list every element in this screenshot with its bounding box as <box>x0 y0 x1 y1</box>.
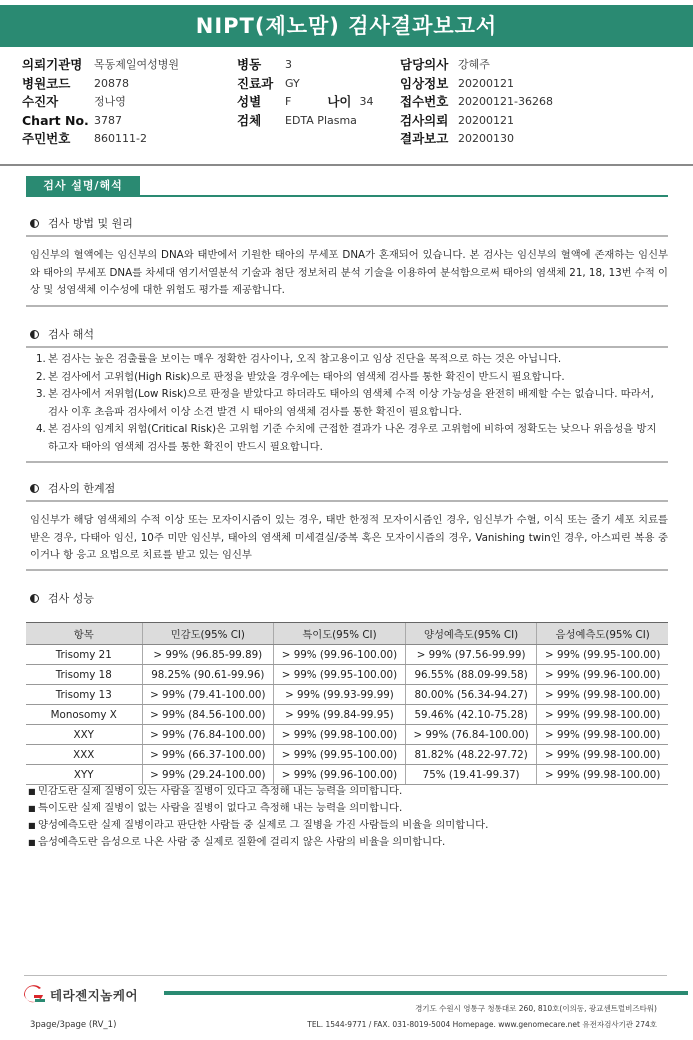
performance-heading-text: 검사 성능 <box>48 592 95 605</box>
note-item <box>28 783 488 800</box>
info-label: 담당의사 <box>400 57 449 72</box>
table-cell: XYY <box>26 765 142 785</box>
interpretation-heading <box>30 326 94 342</box>
info-value: 20200121 <box>458 113 514 127</box>
table-cell: 81.82% (48.22-97.72) <box>405 745 537 765</box>
info-label: 의뢰기관명 <box>22 57 83 72</box>
report-title: NIPT(제노맘) 검사결과보고서 <box>0 5 693 47</box>
info-row <box>22 93 179 112</box>
column-header: 양성예측도(95% CI) <box>405 623 537 645</box>
performance-heading <box>30 590 94 606</box>
item-number: 2. <box>36 370 46 383</box>
performance-notes <box>28 783 488 851</box>
table-cell: > 99% (99.95-100.00) <box>537 645 668 665</box>
table-cell: > 99% (99.98-100.00) <box>537 765 668 785</box>
info-row <box>400 130 553 149</box>
table-cell: 98.25% (90.61-99.96) <box>142 665 274 685</box>
table-cell: > 99% (99.98-100.00) <box>274 725 406 745</box>
info-value: 강혜주 <box>458 58 490 71</box>
table-cell: Trisomy 13 <box>26 685 142 705</box>
list-item <box>36 421 666 456</box>
bullet: ■ <box>28 838 36 847</box>
table-cell: Trisomy 21 <box>26 645 142 665</box>
table-cell: > 99% (99.98-100.00) <box>537 725 668 745</box>
info-value: F <box>285 95 292 108</box>
info-label: 병동 <box>237 57 262 72</box>
table-cell: > 99% (76.84-100.00) <box>142 725 274 745</box>
patient-info-column-2 <box>237 56 373 130</box>
list-item <box>36 351 666 369</box>
info-value: 20200130 <box>458 132 514 145</box>
info-label: 주민번호 <box>22 131 71 146</box>
section-tab-underline <box>26 195 668 197</box>
info-row <box>400 112 553 131</box>
info-label: 검사의뢰 <box>400 112 449 128</box>
table-body <box>26 645 668 785</box>
method-heading <box>30 215 133 231</box>
item-text: 본 검사는 높은 검출률을 보이는 매우 정확한 검사이나, 오직 참고용이고 임상 진단을 목적으로 하는 것은 아닙니다. <box>48 353 562 365</box>
item-text: 본 검사의 임계치 위험(Critical Risk)은 고위험 기준 수치에 근접한 결과가 나온 경우로 고위험에 비하여 정확도는 낮으나 위음성을 방지하고자 태아의 염색체 검사를 통한 확진이 반드시 필요합니다. <box>48 423 657 453</box>
footer-accent-bar <box>164 991 688 995</box>
note-text: 특이도란 실제 질병이 없는 사람을 질병이 없다고 측정해 내는 능력을 의미합니다. <box>38 802 403 814</box>
info-row <box>22 112 179 131</box>
table-cell: > 99% (29.24-100.00) <box>142 765 274 785</box>
table-cell: XXX <box>26 745 142 765</box>
table-row <box>26 685 668 705</box>
method-text: 임신부의 혈액에는 임신부의 DNA와 태반에서 기원한 태아의 무세포 DNA가 혼재되어 있습니다. 본 검사는 임신부의 혈액에 존재하는 임신부와 태아의 무세포 DNA를 차세대 염기서열분석 기술과 첨단 정보처리 분석 기술을 이용하여 분석함으로써 태아의 염색체 21, 18, 13번 수적 이상 및 성염색체 이수성에 대한 위험도 평가를 제공합니다. <box>30 249 669 296</box>
interpretation-list <box>36 351 666 456</box>
age-value: 34 <box>359 95 374 108</box>
column-header: 민감도(95% CI) <box>142 623 274 645</box>
info-value: 860111-2 <box>94 132 147 145</box>
table-cell: > 99% (99.96-100.00) <box>274 645 406 665</box>
table-cell: > 99% (99.96-100.00) <box>537 665 668 685</box>
info-row <box>400 75 553 94</box>
header-divider <box>0 164 693 166</box>
table-row <box>26 725 668 745</box>
page-number: 3page/3page (RV_1) <box>30 1020 117 1030</box>
half-circle-icon <box>30 484 39 493</box>
item-number: 3. <box>36 388 46 400</box>
limitations-heading <box>30 480 115 496</box>
half-circle-icon <box>30 330 39 339</box>
table-cell: > 99% (99.93-99.99) <box>274 685 406 705</box>
table-cell: 96.55% (88.09-99.58) <box>405 665 537 685</box>
company-address: 경기도 수원시 영통구 청통대로 260, 810호(이의동, 광교센트럴비즈타워) <box>415 1004 657 1013</box>
info-value: 20200121-36268 <box>458 95 553 108</box>
company-logo <box>22 985 138 1005</box>
info-value: 목동제일여성병원 <box>94 58 180 71</box>
info-value: 3 <box>285 58 292 71</box>
table-cell: > 99% (79.41-100.00) <box>142 685 274 705</box>
table-cell: > 99% (76.84-100.00) <box>405 725 537 745</box>
info-row <box>22 75 179 94</box>
limitations-heading-text: 검사의 한계점 <box>48 482 116 495</box>
item-text: 본 검사에서 저위험(Low Risk)으로 판정을 받았다고 하더라도 태아의 염색체 수적 이상 가능성을 완전히 배제할 수는 없습니다. 따라서, 검사 이후 초음파 검사에서 이상 소견 발견 시 태아의 염색체 검사를 통한 확진이 필요합니다. <box>48 388 654 418</box>
column-header: 항목 <box>26 623 142 645</box>
table-row <box>26 665 668 685</box>
table-cell: > 99% (99.96-100.00) <box>274 765 406 785</box>
info-row <box>237 75 373 94</box>
table-cell: > 99% (99.98-100.00) <box>537 685 668 705</box>
info-label: 결과보고 <box>400 131 449 146</box>
info-value: EDTA Plasma <box>285 113 357 127</box>
table-cell: Monosomy X <box>26 705 142 725</box>
limitations-text: 임신부가 해당 염색체의 수적 이상 또는 모자이시즘이 있는 경우, 태반 한정적 모자이시즘인 경우, 임신부가 수혈, 이식 또는 줄기 세포 치료를 받은 경우, 다태아 임신, 10주 미만 임신부, 태아의 염색체 미세결실/중복 혹은 모자이시즘의 경우, Vanishing twin인 경우, 아스피린 복용 중이거나 항 응고 요법으로 치료를 받고 있는 임신부 <box>30 514 668 561</box>
column-header: 음성예측도(95% CI) <box>537 623 668 645</box>
note-text: 민감도란 실제 질병이 있는 사람을 질병이 있다고 측정해 내는 능력을 의미합니다. <box>38 785 403 797</box>
table-header-row <box>26 623 668 645</box>
table-row <box>26 765 668 785</box>
info-value: 정나영 <box>94 95 126 108</box>
item-number: 1. <box>36 353 46 365</box>
company-name: 테라젠지놈케어 <box>50 988 139 1003</box>
info-row <box>22 56 179 75</box>
info-label: 성별 <box>237 94 262 109</box>
note-item <box>28 834 488 851</box>
info-label: 임상정보 <box>400 75 449 91</box>
info-label: 수진자 <box>22 94 59 109</box>
table-cell: XXY <box>26 725 142 745</box>
note-item <box>28 800 488 817</box>
info-value: 20200121 <box>458 76 514 90</box>
note-text: 음성예측도란 음성으로 나온 사람 중 실제로 질환에 걸리지 않은 사람의 비율을 의미합니다. <box>38 836 446 848</box>
table-cell: > 99% (99.95-100.00) <box>274 665 406 685</box>
table-cell: > 99% (96.85-99.89) <box>142 645 274 665</box>
table-row <box>26 705 668 725</box>
divider <box>26 461 668 463</box>
patient-info-column-1 <box>22 56 179 149</box>
bullet: ■ <box>28 804 36 813</box>
table-cell: > 99% (99.95-100.00) <box>274 745 406 765</box>
bullet: ■ <box>28 821 36 830</box>
table-cell: > 99% (99.84-99.95) <box>274 705 406 725</box>
table-row <box>26 645 668 665</box>
item-number: 4. <box>36 423 46 435</box>
section-tab-explanation: 검사 설명/해석 <box>26 176 140 196</box>
note-text: 양성예측도란 실제 질병이라고 판단한 사람들 중 실제로 그 질병을 가진 사람들의 비율을 의미합니다. <box>38 819 489 831</box>
footer-divider <box>24 975 667 976</box>
list-item <box>36 369 666 387</box>
divider <box>26 569 668 571</box>
half-circle-icon <box>30 594 39 603</box>
info-row <box>237 93 373 112</box>
column-header: 특이도(95% CI) <box>274 623 406 645</box>
table-row <box>26 745 668 765</box>
divider <box>26 235 668 237</box>
info-row <box>237 56 373 75</box>
list-item <box>36 386 666 421</box>
info-label: 접수번호 <box>400 94 449 109</box>
info-label: Chart No. <box>22 112 89 128</box>
info-row <box>400 56 553 75</box>
info-label: 진료과 <box>237 75 274 91</box>
info-row <box>400 93 553 112</box>
table-cell: 59.46% (42.10-75.28) <box>405 705 537 725</box>
method-heading-text: 검사 방법 및 원리 <box>48 217 133 230</box>
table-cell: > 99% (99.98-100.00) <box>537 705 668 725</box>
logo-g-icon <box>22 985 46 1005</box>
table-cell: > 99% (66.37-100.00) <box>142 745 274 765</box>
info-row <box>237 112 373 131</box>
note-item <box>28 817 488 834</box>
table-cell: > 99% (97.56-99.99) <box>405 645 537 665</box>
patient-info-column-3 <box>400 56 553 149</box>
info-label: 병원코드 <box>22 75 71 91</box>
info-row <box>22 130 179 149</box>
divider <box>26 500 668 502</box>
table-cell: 75% (19.41-99.37) <box>405 765 537 785</box>
divider <box>26 346 668 348</box>
interpretation-heading-text: 검사 해석 <box>48 328 95 341</box>
info-value: 20878 <box>94 76 129 90</box>
info-value: 3787 <box>94 113 122 127</box>
table-cell: 80.00% (56.34-94.27) <box>405 685 537 705</box>
info-label: 검체 <box>237 112 262 128</box>
table-cell: > 99% (84.56-100.00) <box>142 705 274 725</box>
bullet: ■ <box>28 787 36 796</box>
table-cell: > 99% (99.98-100.00) <box>537 745 668 765</box>
divider <box>26 305 668 307</box>
half-circle-icon <box>30 219 39 228</box>
performance-table <box>26 622 668 785</box>
table-cell: Trisomy 18 <box>26 665 142 685</box>
age-label: 나이 <box>327 94 352 109</box>
item-text: 본 검사에서 고위험(High Risk)으로 판정을 받았을 경우에는 태아의 염색체 검사를 통한 확진이 반드시 필요합니다. <box>48 370 565 383</box>
company-contact: TEL. 1544-9771 / FAX. 031-8019-5004 Homepage. www.genomecare.net 유전자검사기관 274호 <box>307 1020 657 1029</box>
info-value: GY <box>285 76 300 90</box>
